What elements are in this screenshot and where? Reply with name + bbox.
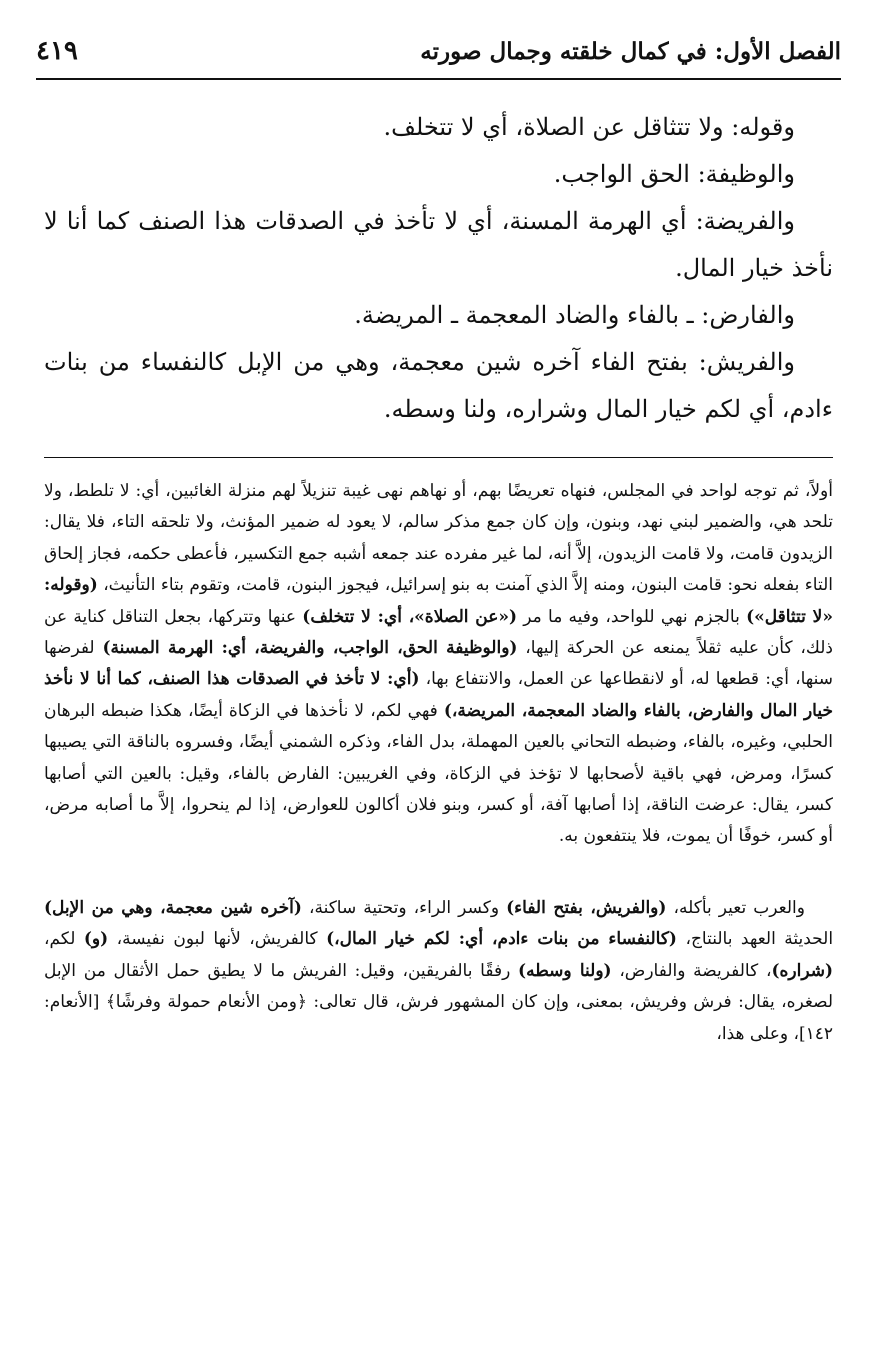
commentary-text: الحديثة العهد بالنتاج، <box>685 929 834 950</box>
main-paragraph: والفارض: ـ بالفاء والضاد المعجمة ـ المريضة. <box>354 301 795 329</box>
chapter-title: الفصل الأول: في كمال خلقته وجمال صورته <box>420 38 841 65</box>
page-number: ٤١٩ <box>36 36 78 66</box>
page-header <box>36 28 841 80</box>
commentary-text: كالفريش، لأنها لبون نفيسة، <box>116 929 318 950</box>
commentary-lemma: (ولنا وسطه) <box>518 960 612 981</box>
commentary-text: لكم، <box>44 929 76 950</box>
main-paragraph: وقوله: ولا تتثاقل عن الصلاة، أي لا تتخلف. <box>383 113 795 141</box>
commentary-text: والعرب تعير بأكله، <box>673 897 805 918</box>
commentary-text: بالجزم نهي للواحد، وفيه ما مر <box>523 606 740 627</box>
commentary-text: لفرضها سنها، أي: قطعها له، أو لانقطاعها عن العمل، والانتفاع بها، <box>44 638 833 690</box>
main-paragraph: والفريضة: أي الهرمة المسنة، أي لا تأخذ في الصدقات هذا الصنف كما أنا لا نأخذ خيار المال. <box>44 207 833 282</box>
commentary-lemma: (أي: لا تأخذ في الصدقات هذا الصنف، كما أنا لا نأخذ خيار المال والفارض، بالفاء والضاد المعجمة، المريضة،) <box>44 669 833 721</box>
commentary-text: رفقًا بالفريقين، وقيل: الفريش ما لا يطيق حمل الأثقال من الإبل لصغره، يقال: فرش وفريش، بمعنى، وإن كان المشهور فرش، قال تعالى: ﴿ومن الأنعام حمولة وفرشًا﴾ [الأنعام: ١٤٢]، وعلى هذا، <box>44 960 833 1044</box>
commentary-text: وكسر الراء، وتحتية ساكنة، <box>308 897 500 918</box>
commentary-text: ، كالفريضة والفارض، <box>619 960 772 981</box>
commentary-lemma: («عن الصلاة»، أي: لا تتخلف) <box>302 606 518 627</box>
commentary-lemma: (والوظيفة الحق، الواجب، والفريضة، أي: الهرمة المسنة) <box>102 638 518 659</box>
commentary-text: أولاً، ثم توجه لواحد في المجلس، فنهاه تعريضًا بهم، أو نهاهم نهى غيبة تنزيلاً لهم منزلة الغائبين، أي: لا تلطط، ولا تلحد هي، والضمير لبني نهد، وبنون، وإن كان جمع مذكر سالم، لا يعود له ضمير المؤنث، ولا تلحقه التاء، فلا يقال: الزيدون قامت، ولا قامت الزيدون، إلاَّ أنه، لما غير مفرده عند جمعه أشبه جمع التكسير، فأعطى حكمه، فجاز إلحاق التاء بفعله نحو: قامت البنون، ومنه إلاَّ الذي آمنت به بنو إسرائيل، فيجوز البنون، قامت، وتقوم بتاء التأنيث، <box>44 481 833 596</box>
footnote-divider <box>44 457 833 458</box>
commentary-lemma: (شراره) <box>771 960 833 981</box>
commentary-lemma: (و) <box>83 929 109 950</box>
commentary-text: عنها وتتركها، بجعل التناقل كناية عن ذلك، كأن عليه ثقلاً يمنعه عن الحركة إليها، <box>44 606 833 659</box>
main-text <box>44 104 833 433</box>
commentary-paragraph <box>44 476 833 853</box>
commentary-lemma: (والفريش، بفتح الفاء) <box>506 897 667 918</box>
commentary-paragraph <box>44 893 833 1050</box>
main-paragraph: والفريش: بفتح الفاء آخره شين معجمة، وهي من الإبل كالنفساء من بنات ءادم، أي لكم خيار المال وشراره، ولنا وسطه. <box>44 348 833 423</box>
main-paragraph: والوظيفة: الحق الواجب. <box>553 160 795 188</box>
commentary-lemma: (كالنفساء من بنات ءادم، أي: لكم خيار المال،) <box>326 929 677 950</box>
commentary-text: فهي لكم، لا نأخذها في الزكاة أيضًا، هكذا ضبطه البرهان الحلبي، وغيره، بالفاء، وضبطه التحاني بالعين المهملة، بدل الفاء، وذكره الشمني أيضًا، وفسروه بالناقة التي يصيبها كسرًا، ومرض، فهي باقية لأصحابها لا تؤخذ في الزكاة، وفي الغريبين: الفارض بالفاء، وقيل: بالعين التي أصابها كسر، يقال: عرضت الناقة، إذا أصابها آفة، أو كسر، وبنو فلان أكالون للعوارض، إذا لم ينحروا، إلاَّ ما أصابه مرض، أو كسر، خوفًا أن يموت، فلا ينتفعون به. <box>44 700 833 847</box>
commentary <box>44 476 833 1050</box>
commentary-lemma: (آخره شين معجمة، وهي من الإبل) <box>44 897 302 918</box>
commentary-lemma: (وقوله: «لا تتثاقل») <box>44 575 834 627</box>
